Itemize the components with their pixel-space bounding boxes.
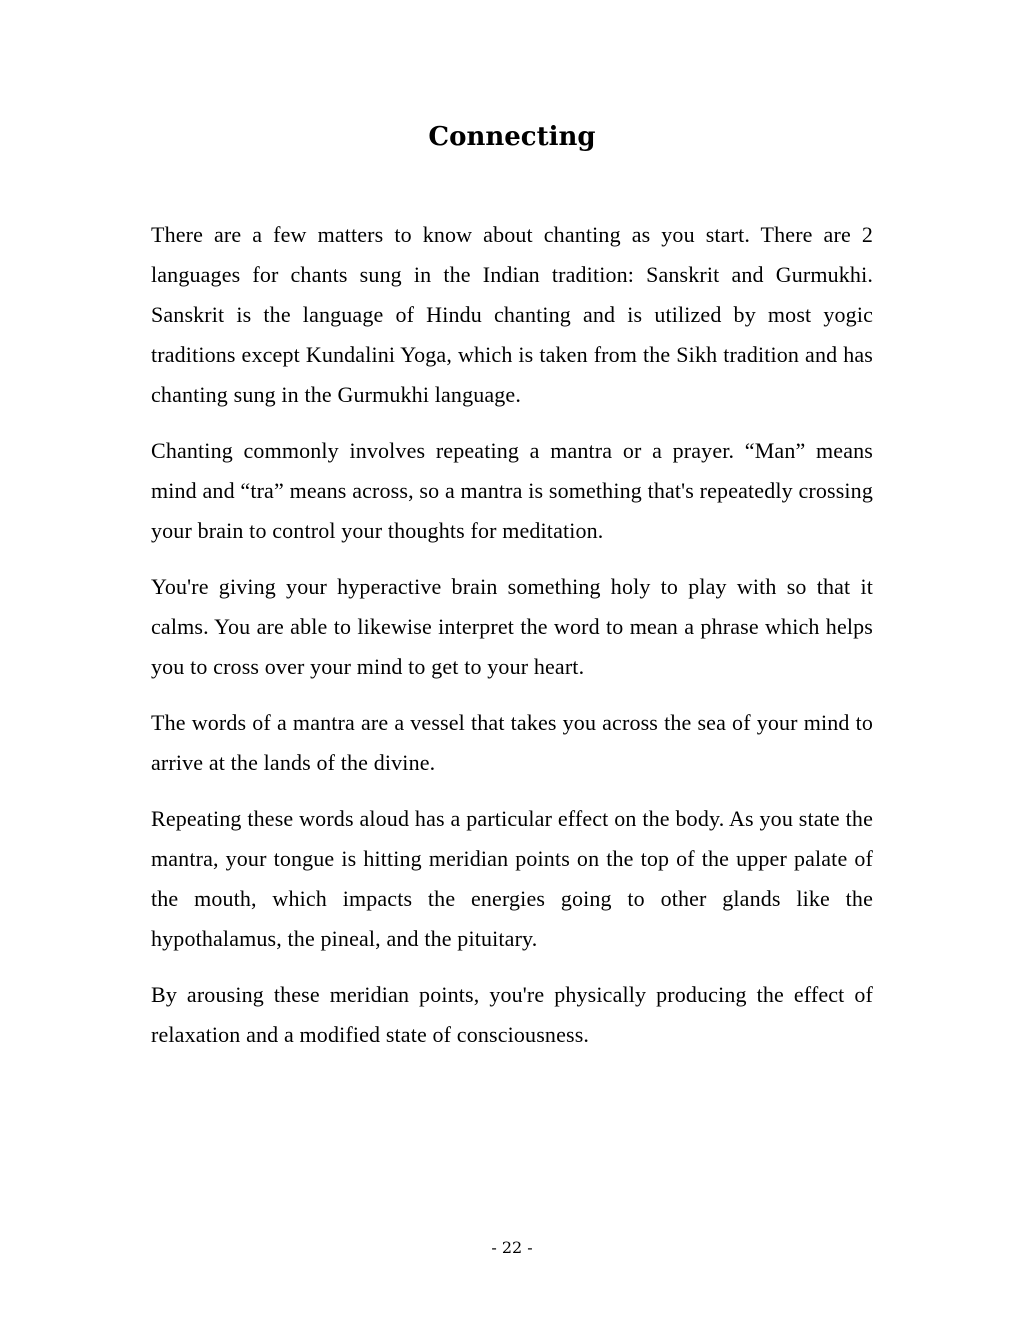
body-text [151,215,873,1071]
paragraph: The words of a mantra are a vessel that takes you across the sea of your mind to arrive at the lands of the divine. [151,710,873,775]
paragraph: Chanting commonly involves repeating a mantra or a prayer. “Man” means mind and “tra” means across, so a mantra is something that's repeatedly crossing your brain to control your thoughts for meditation. [151,438,873,543]
paragraph: By arousing these meridian points, you're physically producing the effect of relaxation and a modified state of consciousness. [151,982,873,1047]
paragraph: There are a few matters to know about chanting as you start. There are 2 languages for chants sung in the Indian tradition: Sanskrit and Gurmukhi. Sanskrit is the language of Hindu chanting and is utilized by most yogic traditions except Kundalini Yoga, which is taken from the Sikh tradition and has chanting sung in the Gurmukhi language. [151,222,873,407]
paragraph: Repeating these words aloud has a particular effect on the body. As you state the mantra, your tongue is hitting meridian points on the top of the upper palate of the mouth, which impacts the energies going to other glands like the hypothalamus, the pineal, and the pituitary. [151,806,873,951]
paragraph: You're giving your hyperactive brain something holy to play with so that it calms. You are able to likewise interpret the word to mean a phrase which helps you to cross over your mind to get to your heart. [151,574,873,679]
page-title: Connecting [428,122,596,152]
page-number: - 22 - [491,1238,533,1257]
